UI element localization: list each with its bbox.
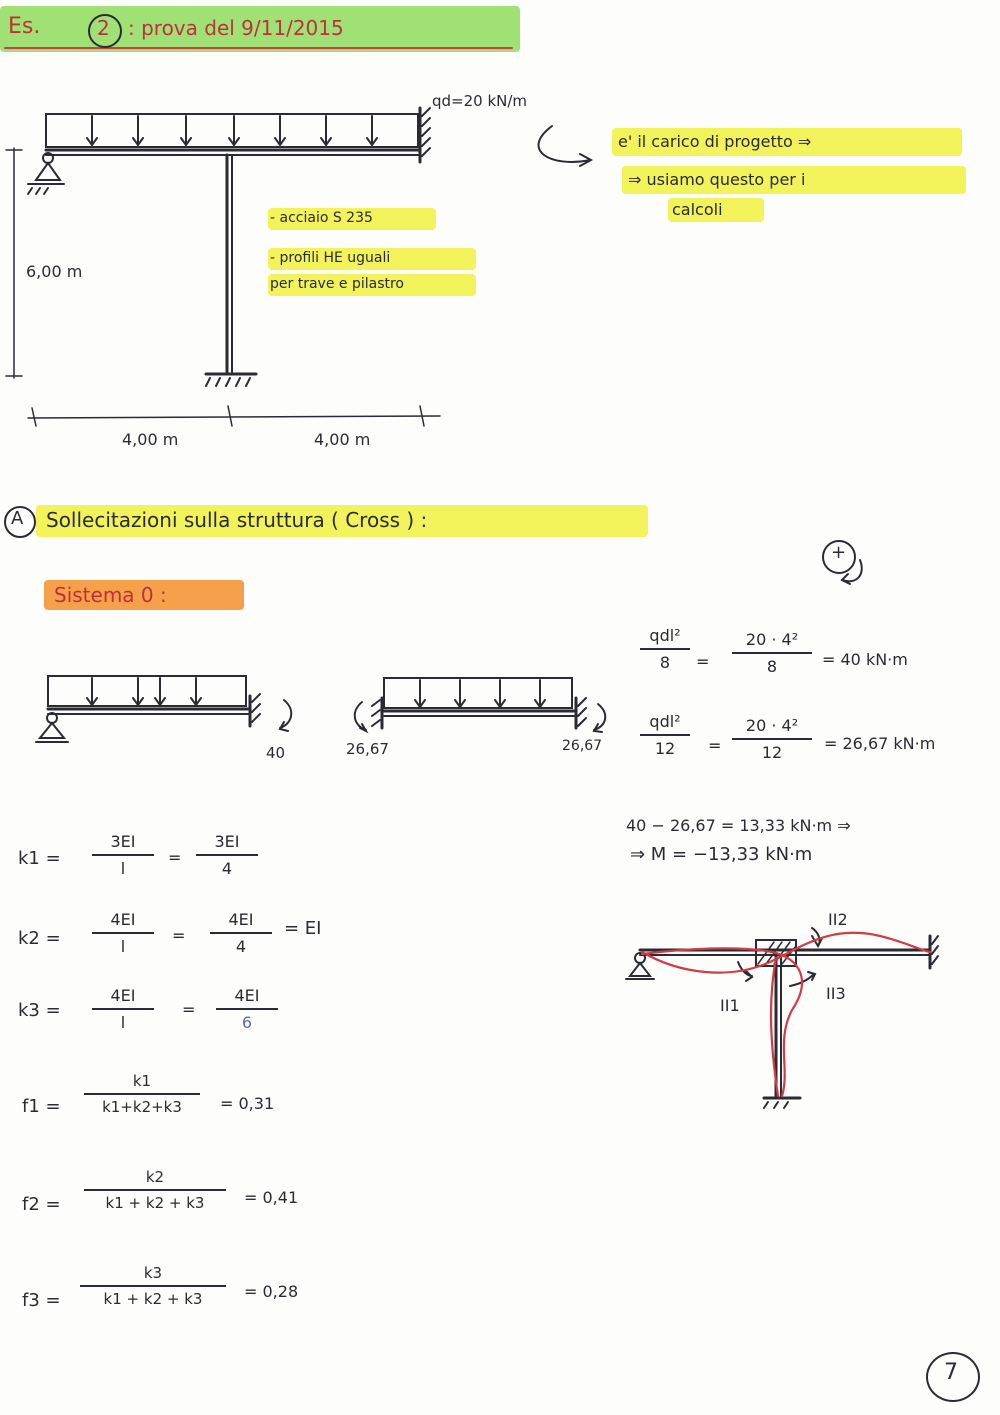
k2-den2: 4: [235, 937, 247, 956]
m1-num2: 20 · 4²: [745, 630, 799, 649]
m1-den2: 8: [766, 657, 778, 676]
k3-fraction-2: [216, 986, 278, 1032]
page-number: 7: [944, 1360, 958, 1385]
note-steel: - acciaio S 235: [270, 210, 373, 226]
exam-date-text: : prova del 9/11/2015: [128, 16, 344, 40]
f1-lhs: f1 =: [22, 1096, 61, 1117]
node-label-3: II3: [826, 984, 846, 1003]
k1-num: 3EI: [110, 832, 136, 851]
k2-eq: =: [172, 926, 186, 945]
span-right-label: 4,00 m: [314, 430, 371, 449]
k3-eq: =: [182, 1000, 196, 1019]
distributed-load-arrows: [87, 116, 377, 145]
section-title: Sollecitazioni sulla struttura ( Cross ) :: [46, 508, 428, 532]
load-label: qd=20 kN/m: [432, 92, 528, 110]
f2-den: k1 + k2 + k3: [105, 1194, 205, 1212]
k2-lhs: k2 =: [18, 928, 61, 949]
f3-lhs: f3 =: [22, 1290, 61, 1311]
node-label-1: II1: [720, 996, 740, 1015]
f2-num: k2: [145, 1168, 165, 1186]
f3-den: k1 + k2 + k3: [103, 1290, 203, 1308]
k1-fraction: [92, 832, 154, 878]
side-note-line-2: ⇒ usiamo questo per i: [628, 170, 806, 189]
k2-fraction: [92, 910, 154, 956]
m2-eq: =: [708, 736, 722, 755]
m1-eq: =: [696, 652, 710, 671]
mid-scheme-moment-left: 26,67: [346, 740, 389, 758]
m1-fraction: [640, 626, 690, 672]
moment-difference: 40 − 26,67 = 13,33 kN·m ⇒: [626, 816, 851, 835]
m2-num: qdl²: [649, 712, 681, 731]
k2-num: 4EI: [110, 910, 136, 929]
k3-num2: 4EI: [234, 986, 260, 1005]
f1-result: = 0,31: [220, 1094, 275, 1113]
deformed-shape: [642, 933, 930, 1096]
k3-den: l: [120, 1013, 126, 1032]
side-note-line-1: e' il carico di progetto ⇒: [618, 132, 812, 151]
m1-num: qdl²: [649, 626, 681, 645]
m1-den: 8: [659, 653, 671, 672]
left-scheme-moment: 40: [266, 744, 286, 762]
f2-result: = 0,41: [244, 1188, 299, 1207]
k2-result: = EI: [284, 918, 322, 939]
m1-fraction-2: [732, 630, 812, 676]
m1-result: = 40 kN·m: [822, 650, 908, 669]
m2-den: 12: [654, 739, 676, 758]
f3-fraction: [80, 1264, 226, 1308]
section-letter: A: [11, 508, 24, 529]
sistema-label: Sistema 0 :: [54, 583, 167, 607]
m2-fraction-2: [732, 716, 812, 762]
f1-den: k1+k2+k3: [102, 1098, 182, 1116]
note-profiles: - profili HE uguali: [270, 250, 391, 266]
m2-den2: 12: [761, 743, 783, 762]
k1-num2: 3EI: [214, 832, 240, 851]
height-label: 6,00 m: [26, 262, 83, 281]
span-left-label: 4,00 m: [122, 430, 179, 449]
node-label-2: II2: [828, 910, 848, 929]
f3-num: k3: [143, 1264, 163, 1282]
m2-num2: 20 · 4²: [745, 716, 799, 735]
k3-den2: 6: [241, 1013, 253, 1032]
side-note-line-3: calcoli: [672, 200, 723, 219]
k2-fraction-2: [210, 910, 272, 956]
k1-eq: =: [168, 848, 182, 867]
k2-den: l: [120, 937, 126, 956]
k3-fraction: [92, 986, 154, 1032]
exercise-number: 2: [97, 16, 110, 40]
sign-convention-label: +: [831, 542, 847, 563]
m2-fraction: [640, 712, 690, 758]
f2-lhs: f2 =: [22, 1194, 61, 1215]
k3-num: 4EI: [110, 986, 136, 1005]
unbalanced-moment: ⇒ M = −13,33 kN·m: [630, 844, 813, 865]
f3-result: = 0,28: [244, 1282, 299, 1301]
f1-num: k1: [132, 1072, 152, 1090]
k1-den2: 4: [221, 859, 233, 878]
f2-fraction: [84, 1168, 226, 1212]
note-beam-column: per trave e pilastro: [270, 276, 404, 292]
header-es-prefix: Es.: [8, 14, 41, 39]
k1-den: l: [120, 859, 126, 878]
k1-fraction-2: [196, 832, 258, 878]
f1-fraction: [84, 1072, 200, 1116]
mid-scheme-moment-right: 26,67: [562, 738, 603, 754]
m2-result: = 26,67 kN·m: [824, 734, 936, 753]
k3-lhs: k3 =: [18, 1000, 61, 1021]
k1-lhs: k1 =: [18, 848, 61, 869]
k2-num2: 4EI: [228, 910, 254, 929]
